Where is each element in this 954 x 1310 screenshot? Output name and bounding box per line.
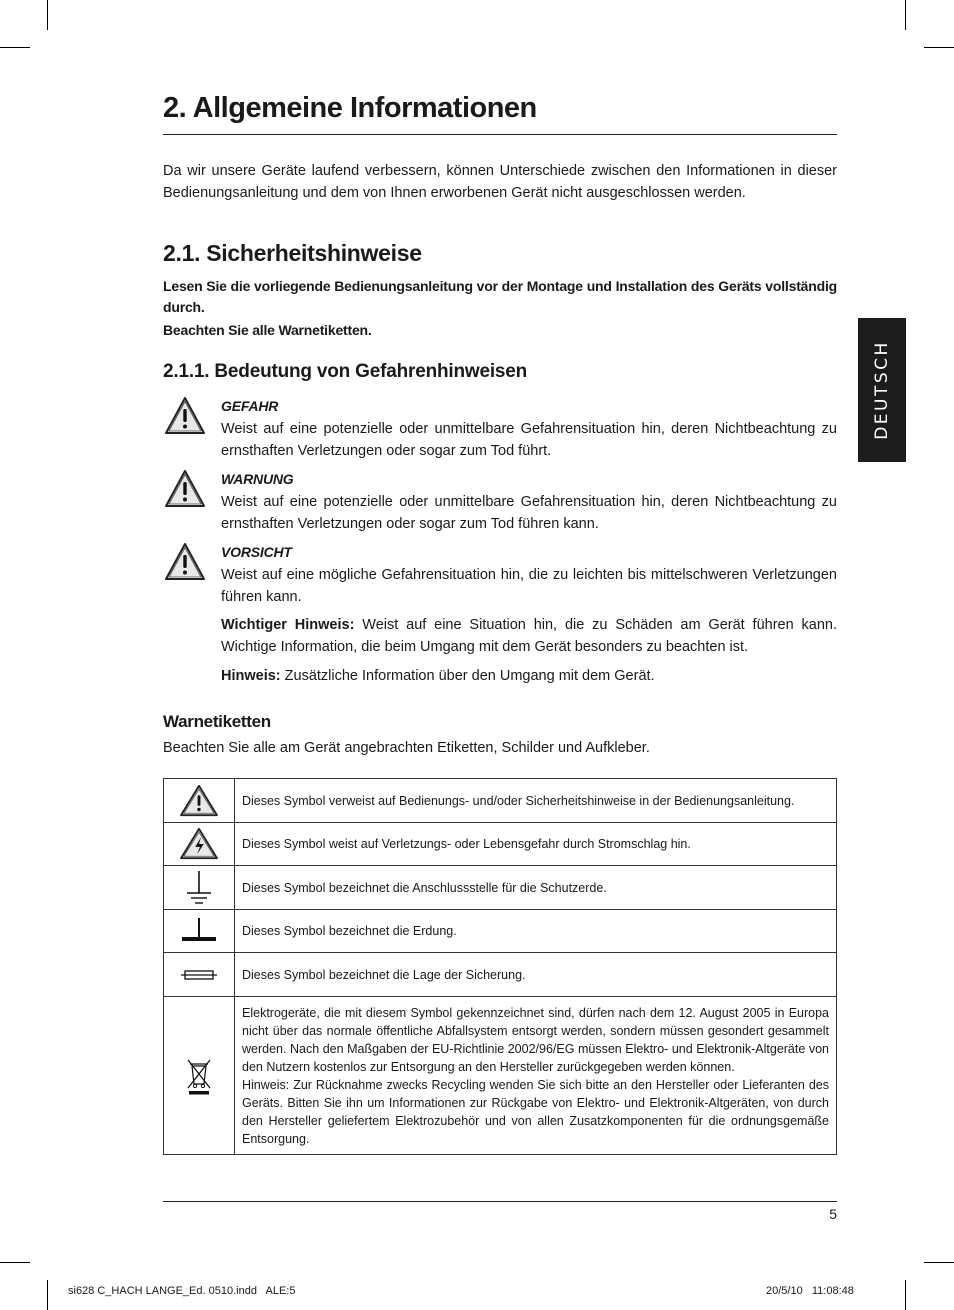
crossed-bin-icon bbox=[184, 1056, 214, 1096]
crop-mark bbox=[905, 0, 906, 30]
table-cell-icon bbox=[164, 953, 235, 997]
page-title: 2. Allgemeine Informationen bbox=[163, 92, 537, 124]
table-cell-icon bbox=[164, 910, 235, 953]
section-title-gefahrenhinweise: 2.1.1. Bedeutung von Gefahrenhinweisen bbox=[163, 361, 528, 382]
hazard-label-vorsicht: VORSICHT bbox=[221, 544, 292, 560]
important-note-text: Weist auf eine Situation hin, die zu Schäden am Gerät führen kann. Wichtige Information, die beim Umgang mit dem Gerät besonders zu beachten ist. bbox=[221, 617, 837, 655]
table-cell-text: Dieses Symbol bezeichnet die Lage der Sicherung. bbox=[235, 953, 837, 997]
title-divider bbox=[163, 134, 837, 135]
language-tab bbox=[858, 318, 906, 462]
table-cell-text: Dieses Symbol verweist auf Bedienungs- und/oder Sicherheitshinweise in der Bedienungsanleitung. bbox=[235, 779, 837, 823]
hazard-text-vorsicht: Weist auf eine mögliche Gefahrensituation hin, die zu leichten bis mittelschweren Verletzungen führen kann. bbox=[221, 567, 837, 605]
table-row bbox=[164, 779, 837, 823]
table-cell-icon bbox=[164, 779, 235, 823]
crop-mark bbox=[924, 1262, 954, 1263]
crop-mark bbox=[47, 0, 48, 30]
warning-triangle-icon bbox=[164, 396, 206, 436]
note-text: Zusätzliche Information über den Umgang mit dem Gerät. bbox=[280, 668, 655, 684]
intro-paragraph: Da wir unsere Geräte laufend verbessern, können Unterschiede zwischen den Informationen in dieser Bedienungsanleitung und dem von Ihnen erworbenen Gerät nicht ausgeschlossen werden. bbox=[163, 163, 837, 201]
footer-timestamp: 20/5/10 11:08:48 bbox=[766, 1285, 854, 1297]
table-cell-icon bbox=[164, 866, 235, 910]
weee-note: Hinweis: Zur Rücknahme zwecks Recycling wenden Sie sich bitte an den Hersteller oder Lieferanten des Geräts. Bitten Sie ihn um Informationen zur Rückgabe von Elektro- und Elektronik-Altgeräten, von durch den Hersteller geliefertem Elektrozubehör und von allen Zusatzkomponenten für die ordnungsgemäße Entsorgung. bbox=[242, 1077, 829, 1146]
crop-mark bbox=[905, 1280, 906, 1310]
electric-shock-icon bbox=[179, 827, 219, 861]
section-title-warnetiketten: Warnetiketten bbox=[163, 712, 271, 731]
section-title-sicherheitshinweise: 2.1. Sicherheitshinweise bbox=[163, 240, 422, 266]
table-row bbox=[164, 910, 837, 953]
note-label: Hinweis: bbox=[221, 668, 281, 684]
table-cell-icon bbox=[164, 997, 235, 1155]
ground-icon bbox=[179, 916, 219, 946]
language-tab-label: DEUTSCH bbox=[872, 340, 892, 440]
footer-file-info: si628 C_HACH LANGE_Ed. 0510.indd ALE:5 bbox=[68, 1285, 296, 1297]
crop-mark bbox=[924, 47, 954, 48]
crop-mark bbox=[47, 1280, 48, 1310]
hazard-label-gefahr: GEFAHR bbox=[221, 398, 279, 414]
crop-mark bbox=[0, 1262, 30, 1263]
table-row bbox=[164, 997, 837, 1155]
table-cell-text: Dieses Symbol bezeichnet die Anschlussstelle für die Schutzerde. bbox=[235, 866, 837, 910]
protective-earth-icon bbox=[184, 869, 214, 907]
hazard-label-warnung: WARNUNG bbox=[221, 471, 294, 487]
hazard-text-gefahr: Weist auf eine potenzielle oder unmittelbare Gefahrensituation hin, deren Nichtbeachtung zu ernsthaften Verletzungen oder sogar zum Tod führt. bbox=[221, 421, 837, 459]
table-row bbox=[164, 866, 837, 910]
warning-triangle-icon bbox=[179, 784, 219, 818]
table-row bbox=[164, 823, 837, 866]
fuse-icon bbox=[179, 968, 219, 982]
symbol-table bbox=[163, 778, 837, 1155]
warnetiketten-text: Beachten Sie alle am Gerät angebrachten Etiketten, Schilder und Aufkleber. bbox=[163, 740, 650, 756]
hazard-text-warnung: Weist auf eine potenzielle oder unmittelbare Gefahrensituation hin, deren Nichtbeachtung zu ernsthaften Verletzungen oder sogar zum Tod führen kann. bbox=[221, 494, 837, 532]
page-number: 5 bbox=[829, 1206, 837, 1222]
table-cell-text bbox=[235, 997, 837, 1155]
safety-instruction-read: Lesen Sie die vorliegende Bedienungsanleitung vor der Montage und Installation des Geräts vollständig durch. bbox=[163, 278, 837, 315]
table-row bbox=[164, 953, 837, 997]
table-cell-text: Dieses Symbol weist auf Verletzungs- oder Lebensgefahr durch Stromschlag hin. bbox=[235, 823, 837, 866]
table-cell-icon bbox=[164, 823, 235, 866]
warning-triangle-icon bbox=[164, 542, 206, 582]
weee-text: Elektrogeräte, die mit diesem Symbol gekennzeichnet sind, dürfen nach dem 12. August 2005 in Europa nicht über das normale öffentliche Abfallsystem entsorgt werden, sondern müssen gesondert gesammelt werden. Nach den Maßgaben der EU-Richtlinie 2002/96/EG müssen Elektro- und Elektronik-Altgeräte von den Nutzern kostenlos zur Entsorgung an den Hersteller zurückgegeben werden können. bbox=[242, 1005, 829, 1074]
note bbox=[221, 665, 837, 687]
warning-triangle-icon bbox=[164, 469, 206, 509]
important-note-label: Wichtiger Hinweis: bbox=[221, 617, 355, 633]
table-cell-text: Dieses Symbol bezeichnet die Erdung. bbox=[235, 910, 837, 953]
footer-divider bbox=[163, 1201, 837, 1202]
crop-mark bbox=[0, 47, 30, 48]
safety-instruction-labels: Beachten Sie alle Warnetiketten. bbox=[163, 322, 372, 338]
important-note bbox=[221, 614, 837, 658]
